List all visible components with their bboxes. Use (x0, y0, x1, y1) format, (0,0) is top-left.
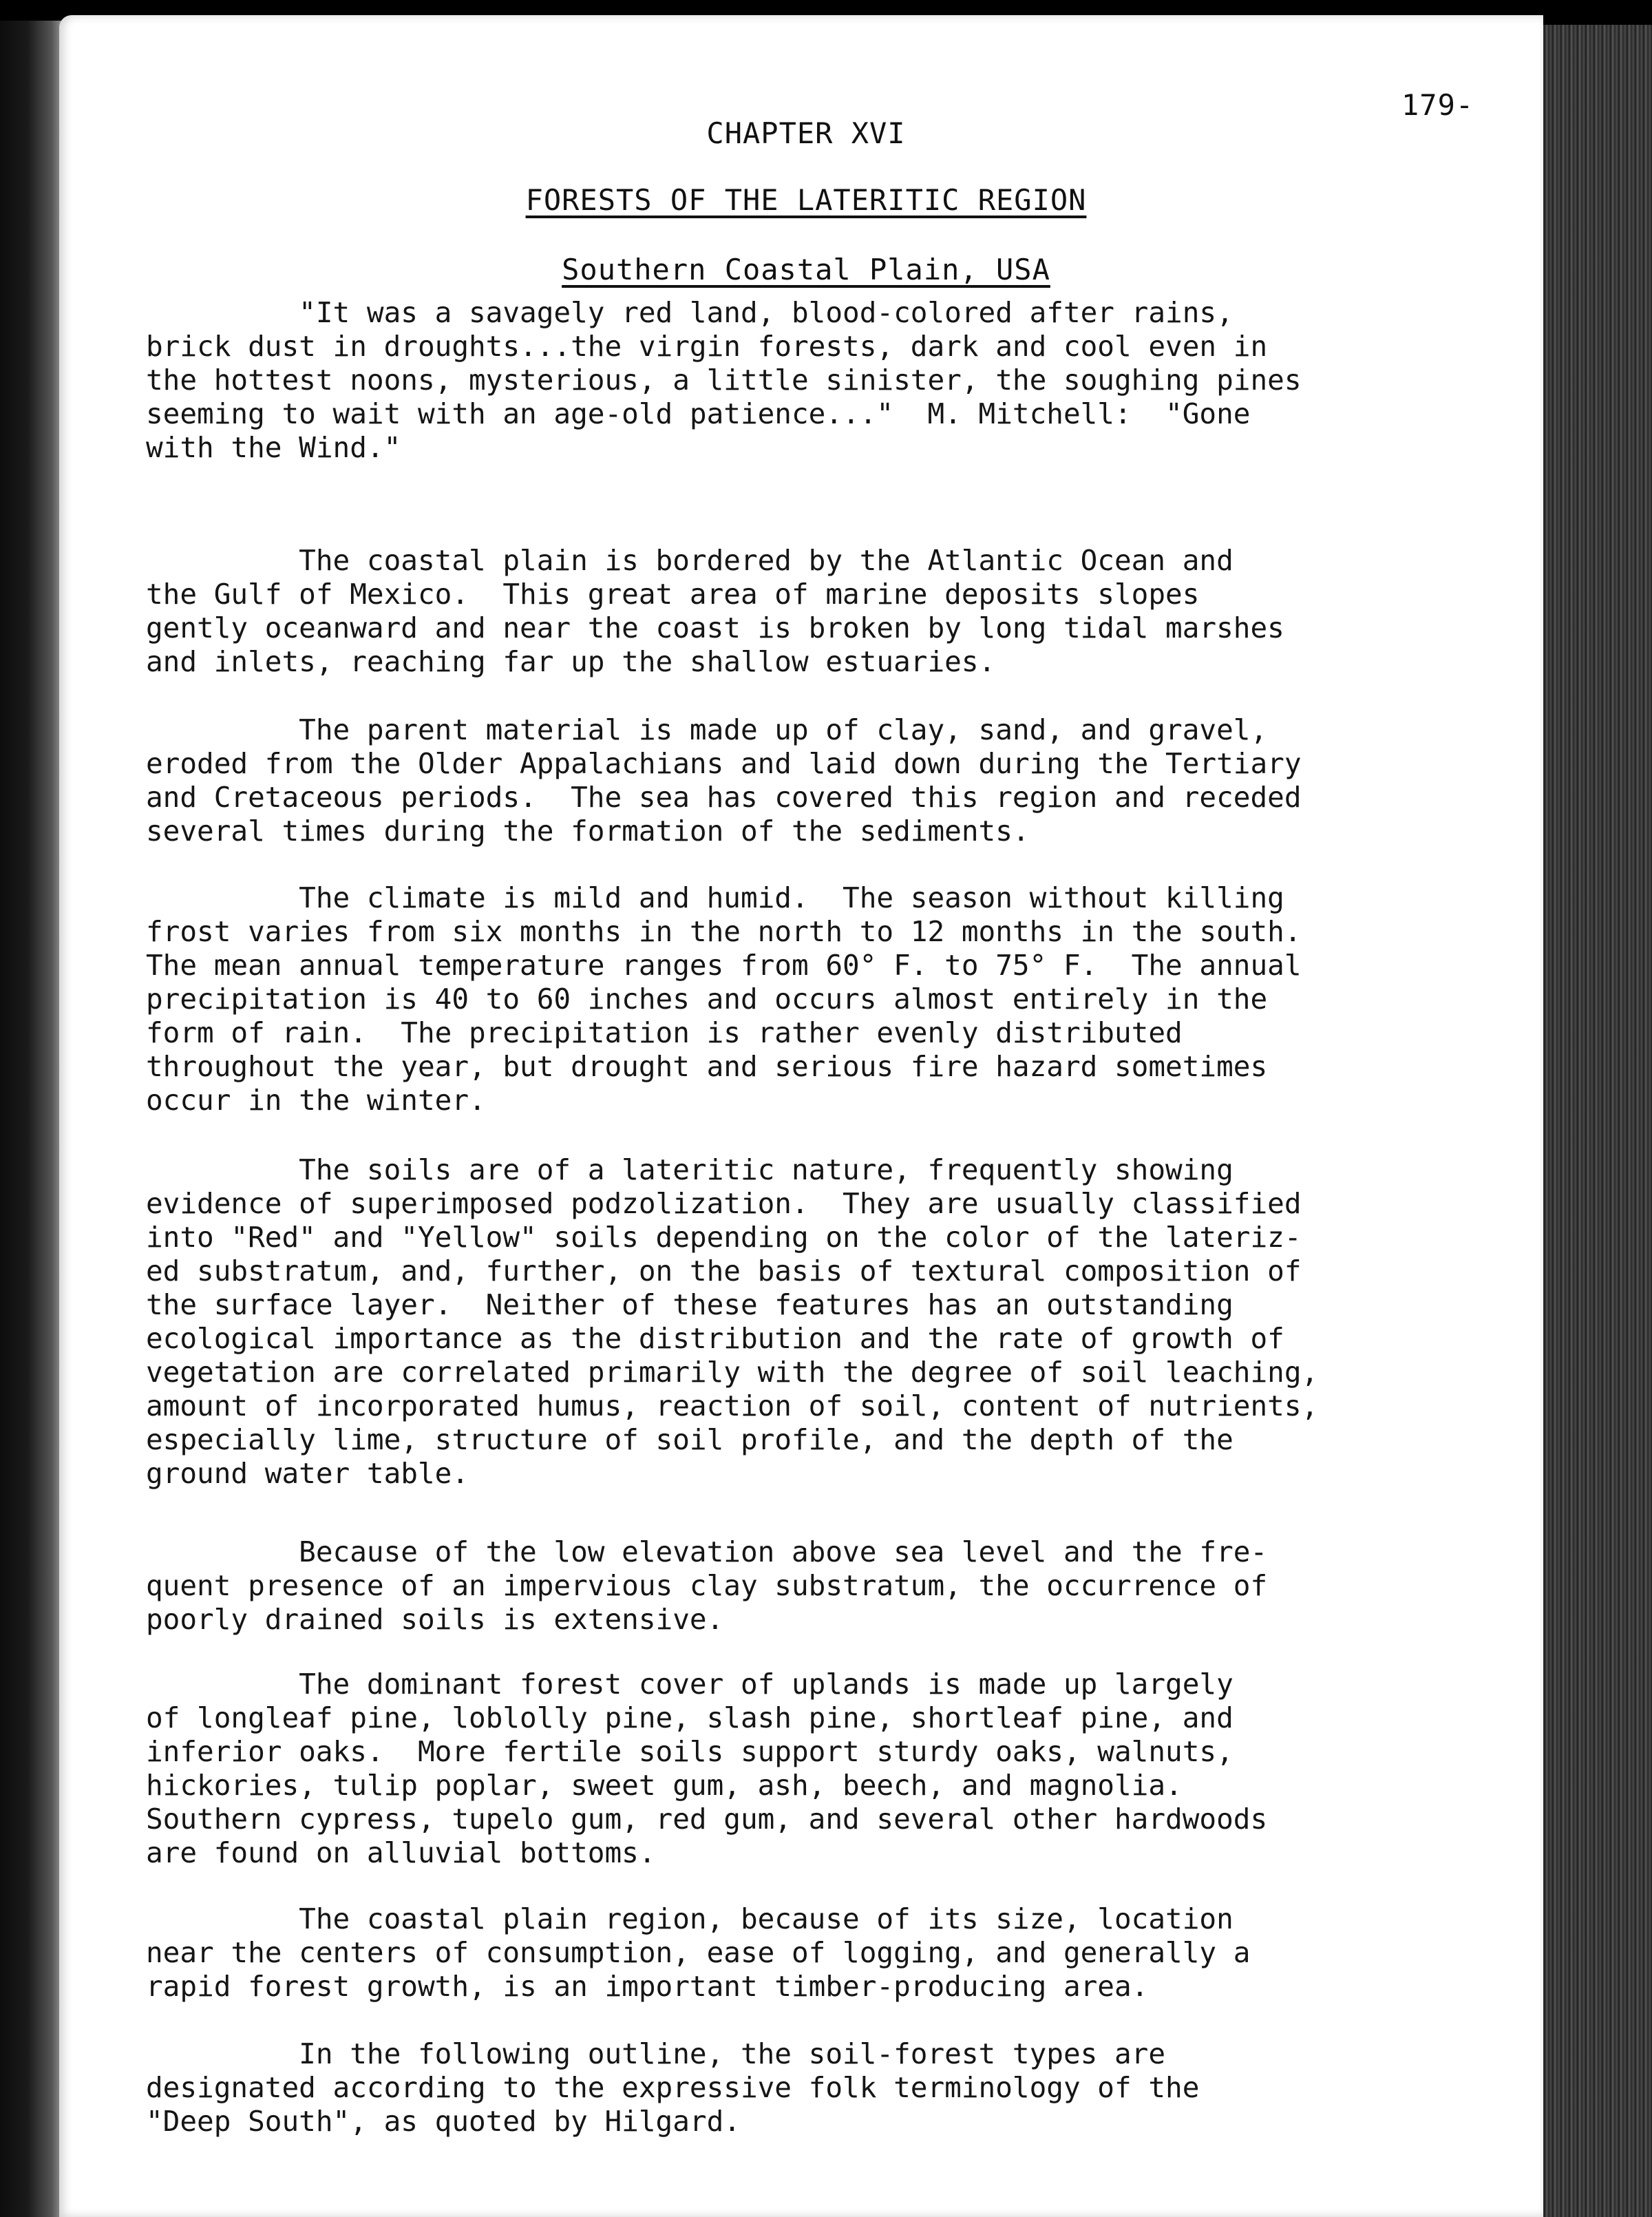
text-line: gently oceanward and near the coast is broken by long tidal marshes (146, 611, 1284, 644)
text-line: ed substratum, and, further, on the basis of textural composition of (146, 1254, 1302, 1288)
text-line: ecological importance as the distribution and the rate of growth of (146, 1322, 1284, 1355)
text-line: near the centers of consumption, ease of logging, and generally a (146, 1936, 1251, 1969)
text-line: especially lime, structure of soil profile, and the depth of the (146, 1423, 1233, 1456)
text-line: with the Wind." (146, 431, 401, 464)
text-line: eroded from the Older Appalachians and laid down during the Tertiary (146, 747, 1302, 780)
text-line: of longleaf pine, loblolly pine, slash pine, shortleaf pine, and (146, 1701, 1233, 1734)
text-line: the hottest noons, mysterious, a little sinister, the soughing pines (146, 364, 1302, 397)
text-line: hickories, tulip poplar, sweet gum, ash, beech, and magnolia. (146, 1769, 1183, 1802)
text-line: Because of the low elevation above sea level and the fre- (146, 1535, 1268, 1568)
book-gutter (0, 21, 63, 2217)
chapter-subtitle: Southern Coastal Plain, USA (562, 253, 1050, 286)
text-line: and Cretaceous periods. The sea has covered this region and receded (146, 781, 1302, 814)
text-line: The coastal plain region, because of its size, location (146, 1902, 1233, 1935)
text-line: "It was a savagely red land, blood-colored after rains, (146, 296, 1233, 329)
text-line: several times during the formation of the sediments. (146, 815, 1030, 848)
document-page (59, 15, 1543, 2217)
text-line: rapid forest growth, is an important timber-producing area. (146, 1970, 1149, 2003)
paragraph-para-region (146, 1902, 1523, 2004)
text-line: frost varies from six months in the north to 12 months in the south. (146, 915, 1302, 948)
text-line: into "Red" and "Yellow" soils depending on the color of the lateriz- (146, 1221, 1302, 1254)
text-line: The parent material is made up of clay, sand, and gravel, (146, 713, 1268, 746)
paragraph-para-outline (146, 2037, 1523, 2139)
book-page-edge (1540, 25, 1652, 2217)
text-line: occur in the winter. (146, 1084, 486, 1117)
text-line: seeming to wait with an age-old patience..." M. Mitchell: "Gone (146, 397, 1251, 430)
text-line: The coastal plain is bordered by the Atlantic Ocean and (146, 544, 1233, 577)
chapter-title: FORESTS OF THE LATERITIC REGION (525, 183, 1087, 217)
text-line: evidence of superimposed podzolization. They are usually classified (146, 1187, 1302, 1220)
text-line: The climate is mild and humid. The season without killing (146, 881, 1284, 914)
paragraph-para-parent-material (146, 713, 1523, 848)
text-line: The dominant forest cover of uplands is made up largely (146, 1668, 1233, 1701)
text-line: precipitation is 40 to 60 inches and occurs almost entirely in the (146, 983, 1268, 1016)
text-line: ground water table. (146, 1457, 469, 1490)
paragraph-para-elevation (146, 1535, 1523, 1637)
text-line: inferior oaks. More fertile soils support sturdy oaks, walnuts, (146, 1735, 1233, 1768)
text-line: are found on alluvial bottoms. (146, 1836, 656, 1869)
paragraph-para-forest-cover (146, 1668, 1523, 1870)
text-line: Southern cypress, tupelo gum, red gum, and several other hardwoods (146, 1803, 1268, 1836)
paragraph-epigraph (146, 296, 1523, 465)
chapter-heading: CHAPTER XVI (706, 116, 906, 150)
text-line: amount of incorporated humus, reaction of soil, content of nutrients, (146, 1389, 1319, 1422)
text-line: quent presence of an impervious clay substratum, the occurrence of (146, 1569, 1268, 1602)
paragraph-para-soils (146, 1153, 1523, 1491)
text-line: form of rain. The precipitation is rather evenly distributed (146, 1016, 1183, 1049)
page-number: 179- (1401, 88, 1474, 122)
text-line: the surface layer. Neither of these features has an outstanding (146, 1288, 1233, 1321)
text-line: brick dust in droughts...the virgin forests, dark and cool even in (146, 330, 1268, 363)
text-line: vegetation are correlated primarily with the degree of soil leaching, (146, 1356, 1319, 1389)
text-line: the Gulf of Mexico. This great area of marine deposits slopes (146, 578, 1200, 611)
paragraph-para-climate (146, 881, 1523, 1117)
text-line: The mean annual temperature ranges from 60° F. to 75° F. The annual (146, 949, 1302, 982)
text-line: designated according to the expressive folk terminology of the (146, 2071, 1200, 2104)
text-line: poorly drained soils is extensive. (146, 1603, 724, 1636)
text-line: and inlets, reaching far up the shallow estuaries. (146, 645, 996, 678)
paragraph-para-coastal-plain (146, 544, 1523, 679)
text-line: In the following outline, the soil-forest types are (146, 2037, 1166, 2070)
text-line: "Deep South", as quoted by Hilgard. (146, 2105, 741, 2138)
text-line: The soils are of a lateritic nature, frequently showing (146, 1153, 1233, 1186)
text-line: throughout the year, but drought and serious fire hazard sometimes (146, 1050, 1268, 1083)
